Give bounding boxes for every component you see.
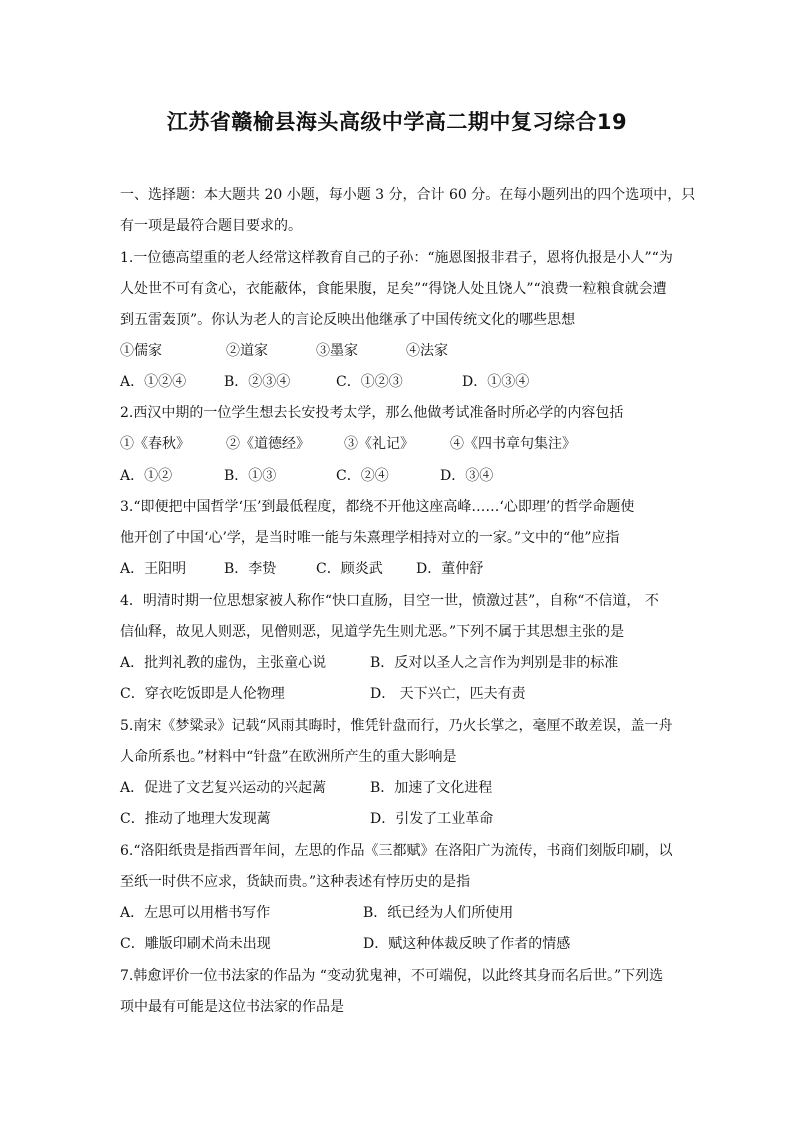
question-7-stem-line-1: 7.韩愈评价一位书法家的作品为 “变动犹鬼神，不可端倪，以此终其身而名后世。”下列选 bbox=[120, 968, 664, 984]
question-1-stem-line-2: 人处世不可有贪心，衣能蔽体，食能果腹，足矣”“得饶人处且饶人”“浪费一粒粮食就会遭 bbox=[120, 281, 667, 297]
question-2-item-1: ①《春秋》 bbox=[120, 436, 190, 452]
question-1-options bbox=[120, 372, 680, 392]
question-2-option-d[interactable]: D．③④ bbox=[440, 468, 494, 484]
question-6-option-d[interactable]: D．赋这种体裁反映了作者的情感 bbox=[363, 936, 571, 952]
question-2-option-c[interactable]: C．②④ bbox=[336, 468, 389, 484]
question-6-options-row-1 bbox=[120, 903, 680, 923]
question-4-option-d[interactable]: D． 天下兴亡，匹夫有责 bbox=[370, 686, 526, 702]
section-instruction-line-2: 有一项是最符合题目要求的。 bbox=[120, 218, 302, 234]
question-1-item-3: ③墨家 bbox=[316, 343, 358, 359]
question-1-option-d[interactable]: D．①③④ bbox=[462, 374, 530, 390]
question-6-option-b[interactable]: B．纸已经为人们所使用 bbox=[363, 905, 514, 921]
question-3-option-d[interactable]: D．董仲舒 bbox=[416, 561, 484, 577]
question-3-stem-line-2: 他开创了中国‘心’学，是当时唯一能与朱熹理学相持对立的一家。”文中的“他”应指 bbox=[120, 530, 620, 546]
question-4-stem-line-2: 信仙释，故见人则恶，见僧则恶，见道学先生则尤恶。”下列不属于其思想主张的是 bbox=[120, 624, 625, 640]
question-4-options-row-2 bbox=[120, 684, 680, 704]
question-7-stem-line-2: 项中最有可能是这位书法家的作品是 bbox=[120, 999, 344, 1015]
section-instruction-line-1: 一、选择题：本大题共 20 小题，每小题 3 分，合计 60 分。在每小题列出的四个选项中，只 bbox=[120, 187, 696, 203]
question-3-option-b[interactable]: B．李贽 bbox=[224, 561, 277, 577]
question-5-option-d[interactable]: D．引发了工业革命 bbox=[370, 811, 494, 827]
question-5-stem-line-2: 人命所系也。”材料中“针盘”在欧洲所产生的重大影响是 bbox=[120, 749, 457, 765]
question-2-options bbox=[120, 466, 680, 486]
question-3-options bbox=[120, 559, 680, 579]
question-3-option-a[interactable]: A．王阳明 bbox=[120, 561, 187, 577]
question-5-option-c[interactable]: C．推动了地理大发现蓠 bbox=[120, 811, 271, 827]
question-5-option-a[interactable]: A．促进了文艺复兴运动的兴起蓠 bbox=[120, 780, 327, 796]
question-4-option-b[interactable]: B．反对以圣人之言作为判别是非的标准 bbox=[370, 655, 619, 671]
question-6-stem-line-1: 6.“洛阳纸贵是指西晋年间，左思的作品《三都赋》在洛阳广为流传，书商们刻版印刷，以 bbox=[120, 843, 673, 859]
question-2-item-3: ③《礼记》 bbox=[344, 436, 414, 452]
question-1-items bbox=[120, 341, 680, 361]
question-1-option-b[interactable]: B．②③④ bbox=[224, 374, 291, 390]
question-4-option-c[interactable]: C．穿衣吃饭即是人伦物理 bbox=[120, 686, 285, 702]
question-2-item-4: ④《四书章句集注》 bbox=[450, 436, 576, 452]
question-2-option-b[interactable]: B．①③ bbox=[224, 468, 277, 484]
question-2-stem-line-1: 2.西汉中期的一位学生想去长安投考太学，那么他做考试准备时所必学的内容包括 bbox=[120, 405, 624, 421]
question-6-option-c[interactable]: C．雕版印刷术尚未出现 bbox=[120, 936, 271, 952]
question-2-option-a[interactable]: A．①② bbox=[120, 468, 173, 484]
question-1-item-1: ①儒家 bbox=[120, 343, 162, 359]
question-4-options-row-1 bbox=[120, 653, 680, 673]
question-1-stem-line-3: 到五雷轰顶”。你认为老人的言论反映出他继承了中国传统文化的哪些思想 bbox=[120, 312, 576, 328]
question-5-options-row-2 bbox=[120, 809, 680, 829]
question-6-stem-line-2: 至纸一时供不应求，货缺而贵。”这种表述有悖历史的是指 bbox=[120, 874, 471, 890]
question-1-item-2: ②道家 bbox=[226, 343, 268, 359]
question-4-option-a[interactable]: A．批判礼教的虚伪，主张童心说 bbox=[120, 655, 327, 671]
question-1-option-a[interactable]: A．①②④ bbox=[120, 374, 187, 390]
question-6-options-row-2 bbox=[120, 934, 680, 954]
question-3-option-c[interactable]: C．顾炎武 bbox=[316, 561, 383, 577]
question-4-stem-line-1: 4．明清时期一位思想家被人称作“快口直肠，目空一世，愤激过甚”，自称“不信道， 不 bbox=[120, 593, 659, 609]
question-1-stem-line-1: 1.一位德高望重的老人经常这样教育自己的子孙：“施恩图报非君子，恩将仇报是小人”“为 bbox=[120, 250, 673, 266]
question-3-stem-line-1: 3.“即便把中国哲学‘压’到最低程度，都绕不开他这座高峰……‘心即理’的哲学命题使 bbox=[120, 499, 635, 515]
question-6-option-a[interactable]: A．左思可以用楷书写作 bbox=[120, 905, 271, 921]
question-1-option-c[interactable]: C．①②③ bbox=[336, 374, 403, 390]
question-2-items bbox=[120, 434, 680, 454]
question-5-stem-line-1: 5.南宋《梦粱录》记载“风雨其晦时，惟凭针盘而行，乃火长掌之，毫厘不敢差误，盖一舟 bbox=[120, 718, 673, 734]
page-title: 江苏省赣榆县海头高级中学高二期中复习综合19 bbox=[166, 110, 628, 134]
question-5-options-row-1 bbox=[120, 778, 680, 798]
question-5-option-b[interactable]: B．加速了文化进程 bbox=[370, 780, 493, 796]
question-1-item-4: ④法家 bbox=[406, 343, 448, 359]
question-2-item-2: ②《道德经》 bbox=[226, 436, 310, 452]
